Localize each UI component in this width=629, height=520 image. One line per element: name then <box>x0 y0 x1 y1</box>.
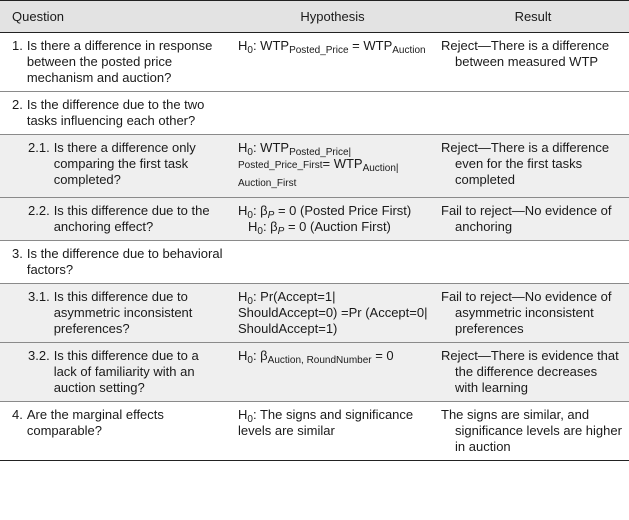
hypothesis-cell <box>228 343 437 402</box>
question-text: Is this difference due to a lack of familiarity with an auction setting? <box>53 348 199 395</box>
question-text: Is there a difference in response between the posted price mechanism and auction? <box>26 38 213 85</box>
hypothesis-text: = WTP <box>348 38 393 53</box>
question-number: 3.1. <box>28 289 50 304</box>
question-cell <box>0 241 228 284</box>
result-text: Reject—There is a difference even for the first tasks completed <box>441 140 610 187</box>
hypothesis-subscript: Auction <box>392 45 426 56</box>
question-number: 4. <box>12 407 23 422</box>
h-symbol: H <box>238 203 248 218</box>
question-number: 2.1. <box>28 140 50 155</box>
table-row <box>0 343 629 402</box>
hypothesis-cell <box>228 402 437 461</box>
result-cell <box>437 135 629 198</box>
result-cell <box>437 402 629 461</box>
result-cell <box>437 33 629 92</box>
question-text: Is this difference due to the anchoring effect? <box>53 203 210 234</box>
h-subscript: 0 <box>247 414 253 425</box>
hypothesis-subscript: Posted_Price <box>289 45 349 56</box>
question-number: 1. <box>12 38 23 53</box>
h-subscript: 0 <box>247 355 253 366</box>
hypothesis-text: : WTP <box>252 140 290 155</box>
hypothesis-subscript: P <box>277 226 285 237</box>
hypothesis-subscript: Auction| <box>362 163 399 174</box>
result-text: Fail to reject—No evidence of anchoring <box>441 203 612 234</box>
question-text: Is the difference due to the two tasks influencing each other? <box>26 97 205 128</box>
hypothesis-cell <box>228 135 437 198</box>
hypothesis-text: = 0 (Posted Price First) <box>274 203 412 218</box>
question-cell <box>0 402 228 461</box>
result-cell <box>437 284 629 343</box>
hypothesis-subscript: Posted_Price| <box>289 147 352 158</box>
hypothesis-cell <box>228 198 437 241</box>
result-text: Reject—There is a difference between measured WTP <box>441 38 610 69</box>
h-subscript: 0 <box>247 296 253 307</box>
table-row <box>0 33 629 92</box>
header-result: Result <box>437 1 629 33</box>
hypothesis-subscript: Auction_First <box>238 178 297 189</box>
h-symbol: H <box>238 38 248 53</box>
hypothesis-subscript: Posted_Price_First <box>238 160 323 171</box>
table-row <box>0 284 629 343</box>
table-row <box>0 92 629 135</box>
h-subscript: 0 <box>247 147 253 158</box>
result-cell <box>437 343 629 402</box>
question-text: Are the marginal effects comparable? <box>26 407 164 438</box>
hypothesis-cell <box>228 241 437 284</box>
hypothesis-text: : Pr(Accept=1| ShouldAccept=0) =Pr (Accept=0| ShouldAccept=1) <box>238 289 428 336</box>
hypothesis-subscript: P <box>267 210 275 221</box>
question-cell <box>0 284 228 343</box>
table-row <box>0 135 629 198</box>
question-cell <box>0 92 228 135</box>
h-subscript: 0 <box>257 226 263 237</box>
question-cell <box>0 198 228 241</box>
h-subscript: 0 <box>247 45 253 56</box>
result-cell <box>437 241 629 284</box>
hypothesis-text: = 0 (Auction First) <box>284 219 391 234</box>
table-row <box>0 241 629 284</box>
question-cell <box>0 343 228 402</box>
question-cell <box>0 135 228 198</box>
hypothesis-text: = 0 <box>371 348 394 363</box>
hypothesis-text: : WTP <box>252 38 290 53</box>
hypothesis-text: : β <box>252 348 268 363</box>
h-symbol: H <box>238 289 248 304</box>
question-text: Is this difference due to asymmetric inconsistent preferences? <box>53 289 193 336</box>
h-symbol: H <box>238 348 248 363</box>
hypothesis-text: : β <box>252 203 268 218</box>
question-text: Is there a difference only comparing the first task completed? <box>53 140 196 187</box>
header-row <box>0 1 629 33</box>
hypothesis-cell <box>228 284 437 343</box>
result-text: Fail to reject—No evidence of asymmetric inconsistent preferences <box>441 289 612 336</box>
question-cell <box>0 33 228 92</box>
header-hypothesis: Hypothesis <box>228 1 437 33</box>
result-text: The signs are similar, and significance levels are higher in auction <box>441 407 622 454</box>
question-number: 3. <box>12 246 23 261</box>
result-text: Reject—There is evidence that the difference decreases with learning <box>441 348 619 395</box>
h-symbol: H <box>248 219 258 234</box>
h-symbol: H <box>238 407 248 422</box>
h-symbol: H <box>238 140 248 155</box>
question-number: 2. <box>12 97 23 112</box>
question-number: 2.2. <box>28 203 50 218</box>
h-subscript: 0 <box>247 210 253 221</box>
table-row <box>0 198 629 241</box>
question-text: Is the difference due to behavioral factors? <box>26 246 223 277</box>
result-cell <box>437 198 629 241</box>
hypothesis-text: = WTP <box>322 156 363 171</box>
result-cell <box>437 92 629 135</box>
hypothesis-text: : β <box>262 219 278 234</box>
table-row <box>0 402 629 461</box>
header-question: Question <box>0 1 228 33</box>
hypothesis-subscript: Auction, RoundNumber <box>267 355 372 366</box>
hypothesis-cell <box>228 92 437 135</box>
hypothesis-text: : The signs and significance levels are similar <box>238 407 414 438</box>
hypothesis-cell <box>228 33 437 92</box>
question-number: 3.2. <box>28 348 50 363</box>
